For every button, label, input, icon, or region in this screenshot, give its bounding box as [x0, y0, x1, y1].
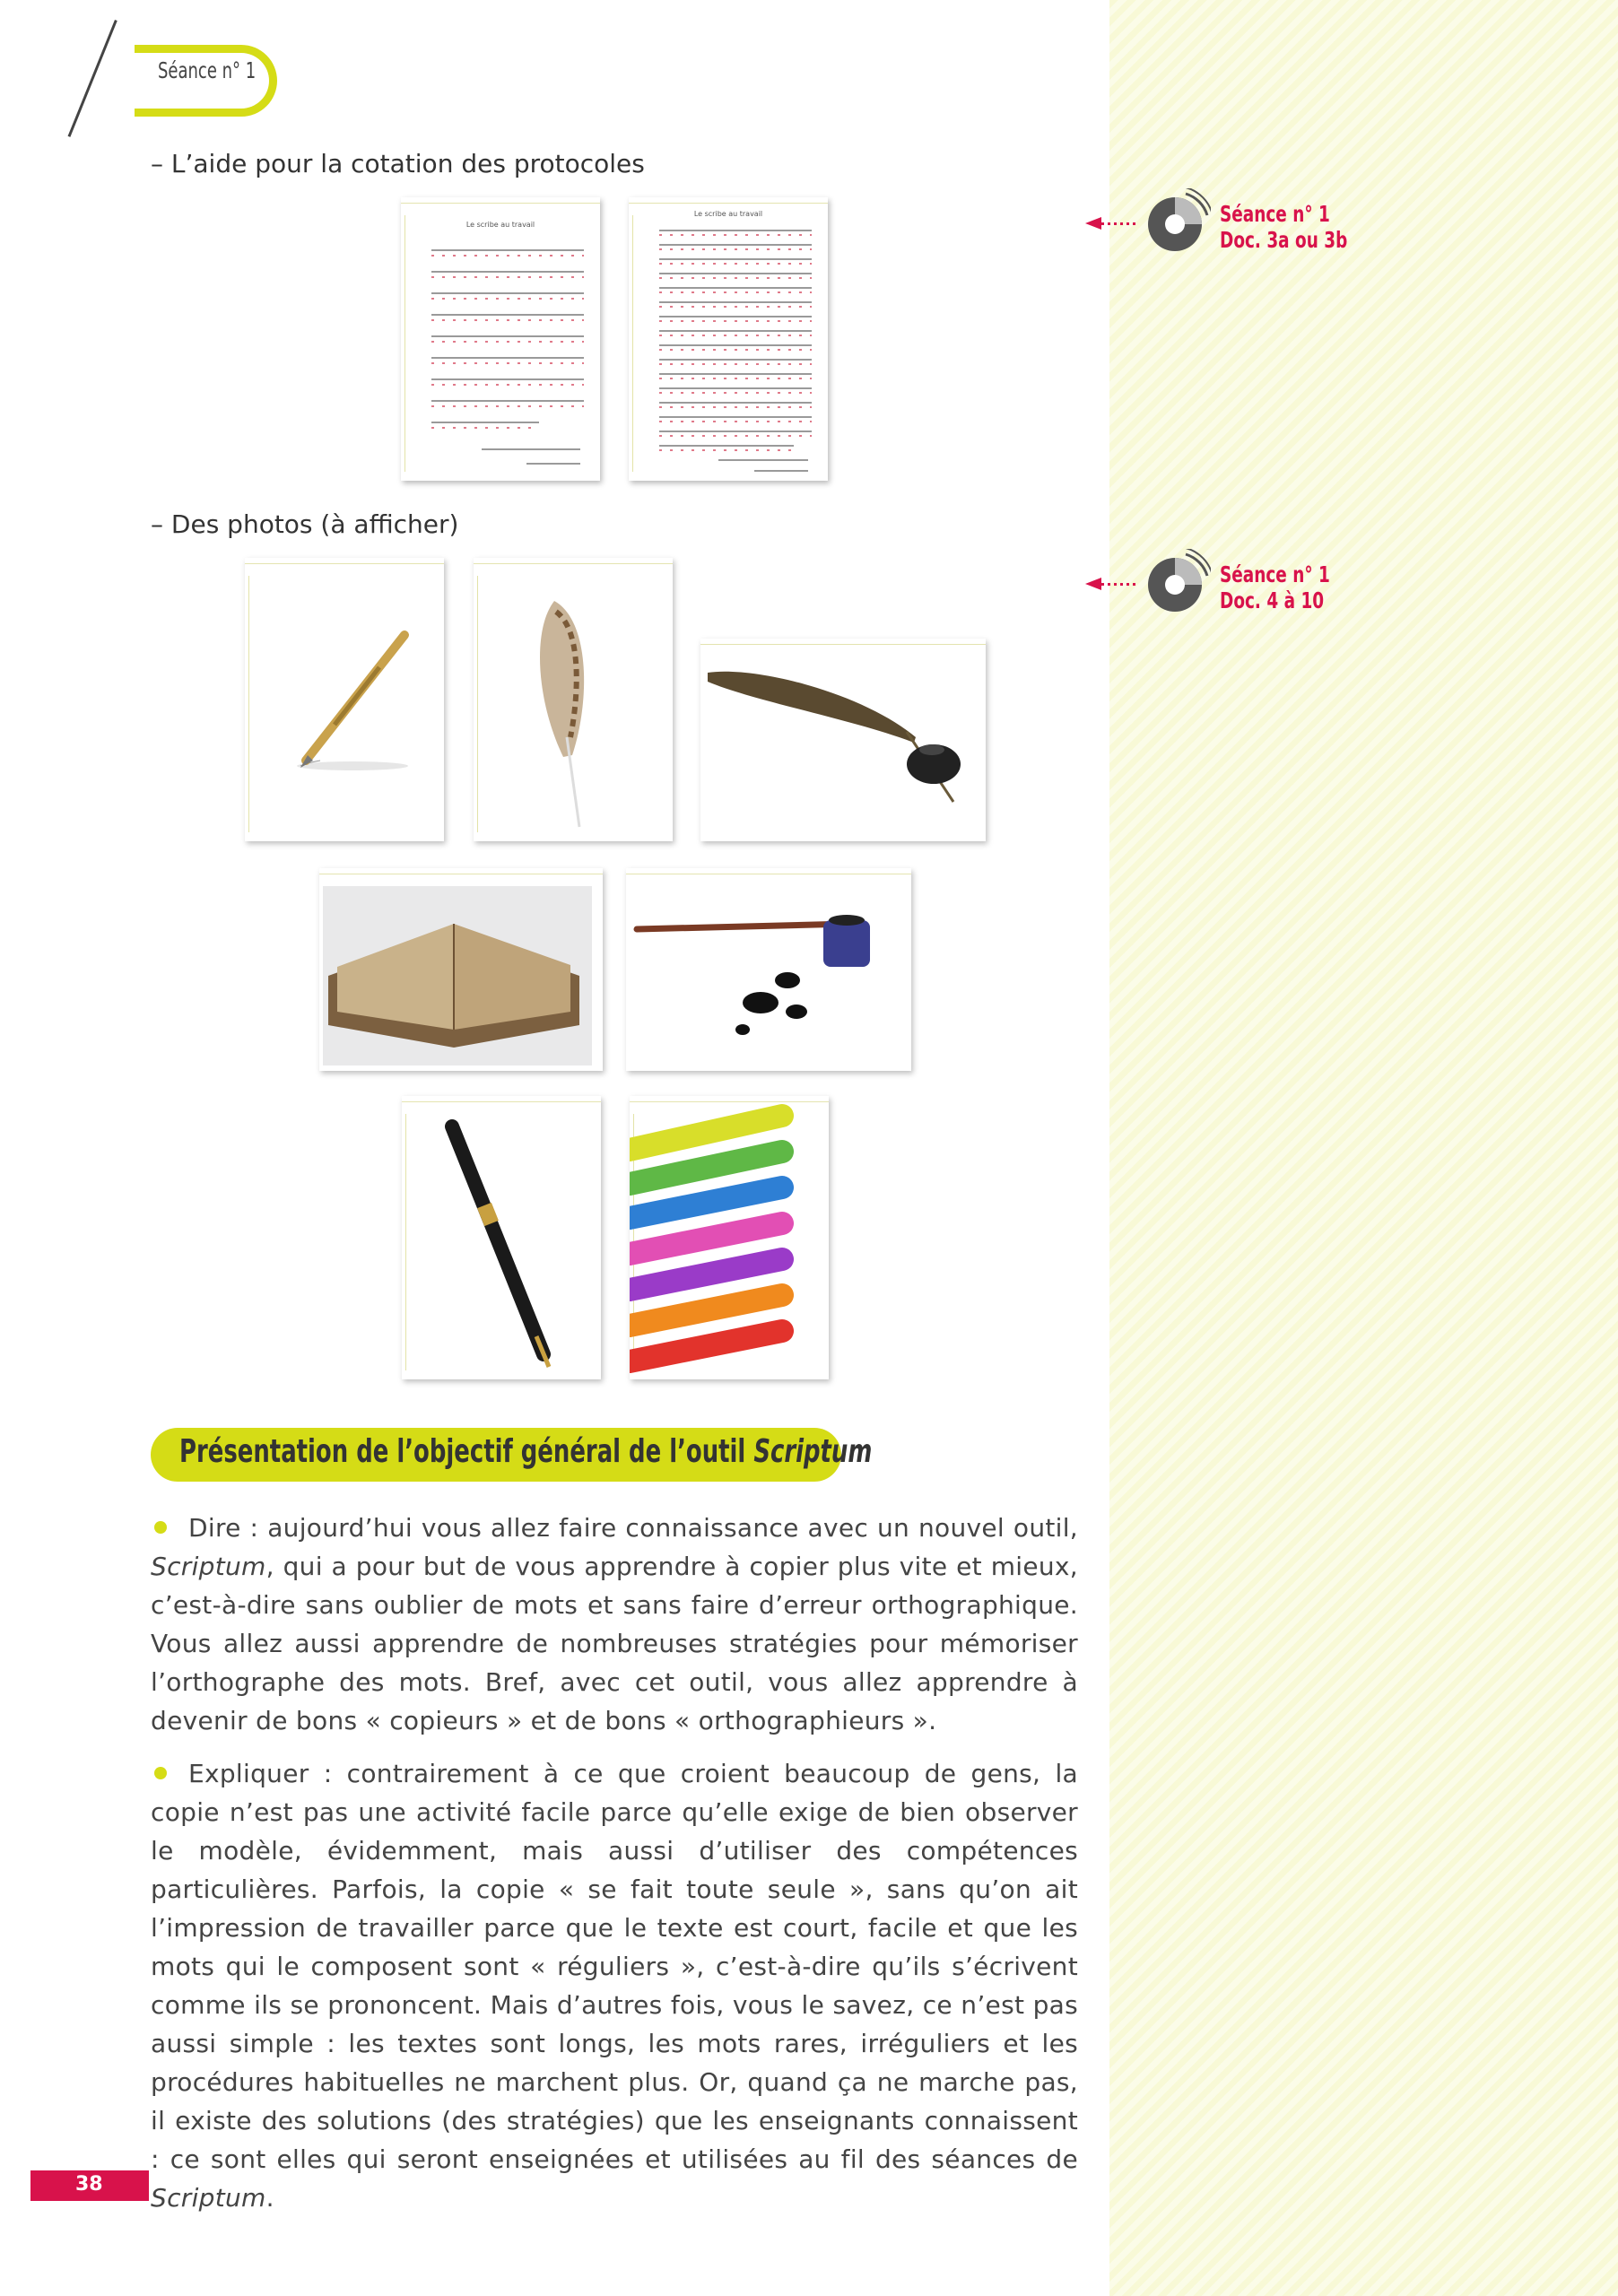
section-heading: Présentation de l’objectif général de l’outil Scriptum	[179, 1433, 873, 1470]
protocol-title: Le scribe au travail	[465, 221, 535, 229]
side-margin-band	[1109, 0, 1618, 2296]
item-photos: – Des photos (à afficher)	[151, 509, 459, 539]
bullet-icon	[154, 1521, 167, 1534]
bullet-icon	[154, 1767, 167, 1779]
ref-session1-doc4-10	[1085, 549, 1354, 621]
ref-session-label: Séance n° 1	[1220, 561, 1330, 587]
protocol-title: Le scribe au travail	[693, 210, 763, 218]
page-number: 38	[75, 2173, 103, 2196]
protocol-sheet-a	[401, 197, 600, 481]
photo-fountain-pen	[402, 1096, 601, 1379]
paragraph-expliquer: Expliquer : contrairement à ce que croient beaucoup de gens, la copie n’est pas une activité facile parce qu’elle exige de bien observer le modèle, évidemment, mais aussi d’utiliser des compétences particulières. Parfois, la copie « se fait toute seule », sans qu’on ait l’impression de travailler parce que le texte est court, facile et que les mots qui le composent sont « réguliers », c’est-à-dire qu’ils s’écrivent comme ils se prononcent. Mais d’autres fois, vous le savez, ce n’est pas aussi simple : les textes sont longs, les mots rares, irréguliers et les procédures habituelles ne marchent plus. Or, quand ça ne marche pas, il existe des solutions (des stratégies) que les enseignants connaissent : ce sont elles qui seront enseignées et utilisées au fil des séances de Scriptum.	[151, 1759, 1078, 2213]
paragraph-dire: Dire : aujourd’hui vous allez faire connaissance avec un nouvel outil, Scriptum, qui a pour but de vous apprendre à copier plus vite et mieux, c’est-à-dire sans oublier de mots et sans faire d’erreur orthographique. Vous allez aussi apprendre de nombreuses stratégies pour mémoriser l’orthographe des mots. Bref, avec cet outil, vous allez apprendre à devenir de bons « copieurs » et de bons « orthographieurs ».	[151, 1513, 1078, 1735]
item-protocols: – L’aide pour la cotation des protocoles	[151, 149, 645, 178]
arrow-left-icon	[1085, 217, 1101, 230]
photo-old-book	[319, 868, 603, 1071]
ref-doc-label: Doc. 3a ou 3b	[1220, 227, 1348, 253]
ref-doc-label: Doc. 4 à 10	[1220, 587, 1325, 613]
protocol-sheet-b	[629, 197, 828, 481]
ref-session-label: Séance n° 1	[1220, 201, 1330, 227]
page-number-gap	[0, 2170, 30, 2201]
disc-icon	[1139, 549, 1211, 621]
arrow-left-icon	[1085, 578, 1101, 590]
photo-quill-pen-gold	[245, 558, 444, 841]
tab-slash-line	[68, 20, 117, 137]
photo-dip-pen-ink-blots	[626, 868, 911, 1071]
photo-feather	[474, 558, 673, 841]
disc-icon	[1139, 188, 1211, 260]
session-tab-label: Séance n° 1	[158, 57, 257, 83]
photo-quill-inkwell	[700, 639, 986, 841]
photo-colored-pens	[630, 1096, 829, 1379]
ref-session1-doc3	[1085, 188, 1354, 260]
